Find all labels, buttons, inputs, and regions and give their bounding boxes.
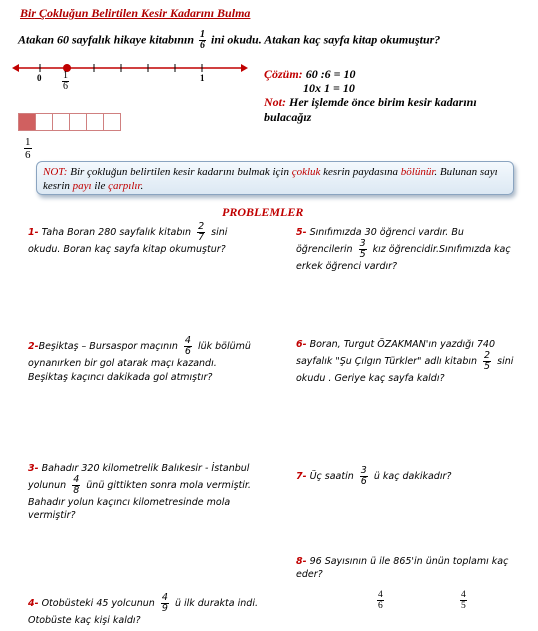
fraction-numerator: 3 — [360, 465, 367, 476]
fraction-numerator: 3 — [359, 238, 366, 249]
note-highlight: payı — [72, 180, 92, 192]
problem-fraction — [360, 466, 368, 487]
fraction-denominator: 8 — [73, 485, 80, 496]
solution-line-1 — [264, 67, 356, 82]
problem-text: Bahadır 320 kilometrelik Balıkesir - İstanbul yolunun — [28, 463, 250, 491]
fraction-numerator: 4 — [161, 592, 168, 603]
note-box — [36, 161, 514, 195]
empty-box — [35, 113, 53, 131]
fraction-numerator: 2 — [484, 350, 491, 361]
problem-2 — [28, 336, 253, 385]
empty-box — [86, 113, 104, 131]
page-title: Bir Çokluğun Belirtilen Kesir Kadarını Bulma — [20, 6, 251, 20]
fraction-denominator: 5 — [484, 361, 491, 372]
problem-fraction — [197, 222, 205, 243]
problem-fraction — [359, 239, 367, 260]
empty-box — [103, 113, 121, 131]
problem-text: sini okudu . Geriye kaç sayfa kaldı? — [296, 356, 514, 384]
problem-text: Taha Boran 280 sayfalık kitabın — [38, 227, 192, 238]
number-line — [12, 58, 252, 102]
fraction-denominator: 9 — [161, 603, 168, 614]
fraction-numerator: 4 — [73, 474, 80, 485]
fraction-numerator: 4 — [461, 590, 466, 600]
problem-text: sini okudu. Boran kaç sayfa kitap okumuştur? — [28, 227, 228, 255]
solution-note-text: Her işlemde önce birim kesir kadarını bulacağız — [264, 95, 477, 124]
fraction-numerator: 4 — [378, 590, 383, 600]
problem-8 — [296, 555, 516, 581]
problem-4 — [28, 593, 263, 627]
problem-text: Üç saatin — [306, 471, 354, 482]
empty-box — [52, 113, 70, 131]
note-text: kesrin paydasına — [320, 166, 401, 178]
problem-text: lük bölümü oynanırken bir gol atarak maçı kazandı. Beşiktaş kaçıncı dakikada gol atmıştır? — [28, 341, 251, 383]
problems-heading: PROBLEMLER — [222, 205, 304, 219]
fraction-denominator: 6 — [63, 81, 68, 92]
example-question — [18, 30, 440, 51]
note-label: NOT: — [43, 166, 68, 178]
fraction-numerator: 1 — [200, 29, 206, 40]
boxes-fraction — [24, 136, 32, 161]
problem-text: ü kaç dakikadır? — [373, 471, 452, 482]
problem-8-fraction-2 — [460, 590, 467, 611]
problem-number: 4- — [28, 598, 39, 609]
question-fraction — [199, 30, 206, 51]
fraction-denominator: 6 — [378, 601, 383, 611]
problem-6 — [296, 338, 534, 385]
problem-8-fraction-1 — [377, 590, 384, 611]
fraction-denominator: 6 — [25, 149, 31, 161]
fraction-denominator: 6 — [200, 40, 206, 51]
problem-number: 5- — [296, 227, 307, 238]
problem-text: ü ilk durakta indi. Otobüste kaç kişi kaldı? — [28, 598, 258, 626]
fraction-numerator: 4 — [184, 335, 191, 346]
problem-fraction — [161, 593, 169, 614]
note-text: . — [140, 180, 144, 192]
solution-step-1: 60 :6 = 10 — [305, 67, 356, 81]
problem-5 — [296, 226, 518, 273]
fraction-numerator: 1 — [25, 136, 31, 148]
fraction-denominator: 5 — [359, 249, 366, 260]
note-highlight: çarpılır — [108, 180, 141, 192]
problem-fraction — [72, 475, 80, 496]
problem-number: 8- — [296, 556, 307, 567]
problem-1 — [28, 222, 253, 256]
problem-fraction — [483, 351, 491, 372]
question-text-before: Atakan 60 sayfalık hikaye kitabının — [18, 32, 195, 47]
problem-3 — [28, 462, 273, 522]
problem-fraction — [184, 336, 192, 357]
fraction-denominator: 6 — [360, 476, 367, 487]
solution-label: Çözüm: — [264, 67, 303, 81]
right-arrow-icon — [241, 64, 248, 72]
problem-number: 6- — [296, 339, 307, 350]
problem-text: Otobüsteki 45 yolcunun — [38, 598, 155, 609]
problem-text: 96 Sayısının ü ile 865'in ünün toplamı kaç eder? — [296, 556, 509, 580]
fraction-numerator: 2 — [198, 221, 205, 232]
note-highlight: bölünür — [400, 166, 435, 178]
problem-text: Boran, Turgut ÖZAKMAN'ın yazdığı 740 sayfalık "Şu Çılgın Türkler" adlı kitabın — [296, 339, 495, 367]
problem-number: 3- — [28, 463, 39, 474]
fraction-boxes — [18, 113, 120, 131]
problem-number: 1- — [28, 227, 39, 238]
empty-box — [69, 113, 87, 131]
fraction-denominator: 5 — [461, 601, 466, 611]
solution-step-2: 10x 1 = 10 — [303, 81, 355, 95]
note-text: Bir çokluğun belirtilen kesir kadarını bulmak için — [67, 166, 292, 178]
fraction-denominator: 7 — [198, 232, 205, 243]
note-highlight: çokluk — [291, 166, 321, 178]
label-one: 1 — [200, 73, 205, 83]
problem-number: 7- — [296, 471, 307, 482]
fraction-denominator: 6 — [184, 346, 191, 357]
note-text: ile — [91, 180, 109, 192]
number-line-fraction — [62, 71, 69, 92]
filled-box — [18, 113, 36, 131]
question-text-after: ini okudu. Atakan kaç sayfa kitap okumuştur? — [211, 32, 441, 47]
problem-7 — [296, 466, 516, 487]
problem-number: 2- — [28, 341, 39, 352]
solution-note — [264, 95, 494, 125]
note-text: . Bulunan sayı kesrin — [43, 166, 498, 192]
problem-text: kız öğrencidir.Sınıfımızda kaç erkek öğrenci vardır? — [296, 244, 511, 272]
left-arrow-icon — [12, 64, 19, 72]
fraction-numerator: 1 — [63, 70, 68, 81]
problem-text: Sınıfımızda 30 öğrenci vardır. Bu öğrencilerin — [296, 227, 464, 255]
problem-text: ünü gittikten sonra mola vermiştir. Bahadır yolun kaçıncı kilometresinde mola vermiştir? — [28, 480, 251, 521]
problem-text: Beşiktaş – Bursaspor maçının — [38, 341, 178, 352]
solution-note-label: Not: — [264, 95, 286, 109]
label-zero: 0 — [37, 73, 42, 83]
